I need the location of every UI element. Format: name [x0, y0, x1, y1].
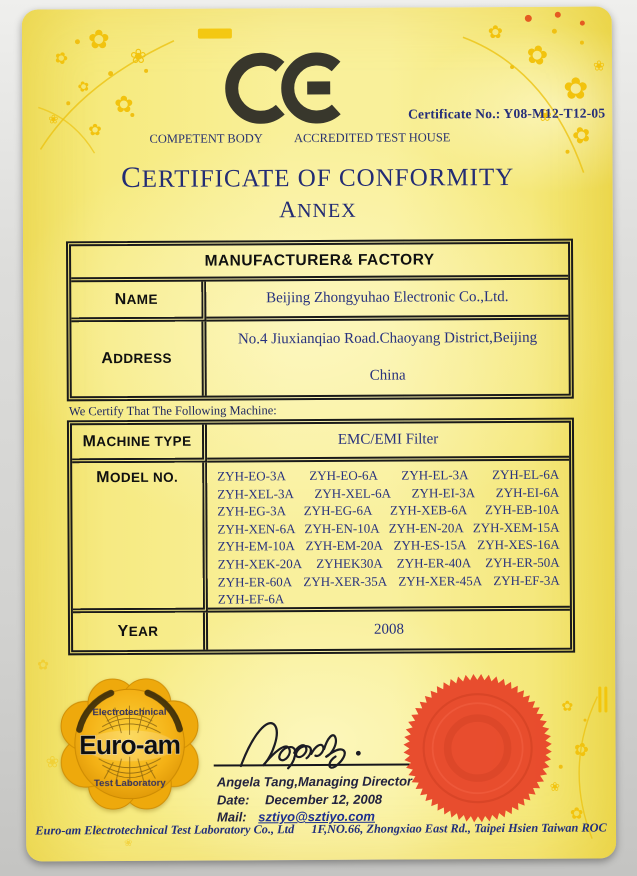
- model-number: ZYH-EG-6A: [303, 502, 373, 519]
- model-number: ZYH-EM-20A: [305, 538, 383, 554]
- model-number: ZYHEK30A: [316, 555, 383, 571]
- gold-bar-decoration: [198, 28, 232, 38]
- manufacturer-address-line1: No.4 Jiuxianqiao Road.Chaoyang District,Beijing: [237, 329, 538, 348]
- model-line: [218, 536, 560, 555]
- euro-am-badge: [56, 671, 203, 818]
- model-number: ZYH-ER-40A: [396, 555, 472, 571]
- badge-top-text: Electrotechnical: [92, 706, 167, 718]
- badge-name: Euro-am: [79, 729, 181, 761]
- certificate-page: [22, 6, 616, 861]
- model-number: ZYH-EN-20A: [388, 520, 464, 536]
- model-number: ZYH-XEM-15A: [472, 519, 560, 535]
- flower-icon: [124, 839, 132, 849]
- signatory-name-title: Angela Tang,Managing Director: [216, 773, 413, 790]
- model-number: ZYH-XEL-6A: [314, 485, 392, 501]
- model-number: ZYH-EG-3A: [217, 503, 287, 519]
- model-number: ZYH-XER-45A: [398, 572, 483, 589]
- model-line: [217, 483, 559, 502]
- model-line: [217, 466, 559, 485]
- model-number: ZYH-EN-10A: [304, 520, 380, 536]
- machine-table: [67, 418, 575, 656]
- red-seal: [402, 673, 553, 824]
- machine-type-value: EMC/EMI Filter: [337, 431, 439, 448]
- footer-company: Euro-am Electrotechnical Test Laboratory Co., Ltd: [35, 822, 295, 838]
- manufacturer-address-line2: China: [369, 367, 406, 384]
- name-label-cell: [71, 282, 206, 323]
- model-number: ZYH-EM-10A: [217, 538, 295, 554]
- name-label: NAME: [114, 290, 158, 308]
- machine-type-label-cell: [72, 425, 207, 464]
- machine-type-label: MACHINE TYPE: [82, 432, 192, 450]
- model-line: [218, 571, 560, 590]
- manufacturer-table: [66, 239, 574, 402]
- gold-bar-decoration: [604, 686, 607, 712]
- flower-icon: [37, 659, 49, 673]
- model-number: ZYH-XEL-3A: [217, 485, 294, 502]
- mail-label: Mail:: [216, 809, 247, 825]
- model-label-cell: [72, 463, 208, 614]
- model-number: ZYH-EF-3A: [493, 572, 560, 588]
- year-label-cell: [73, 613, 208, 651]
- model-number: ZYH-EF-6A: [217, 591, 285, 607]
- address-label: ADDRESS: [101, 350, 172, 368]
- model-line: [217, 519, 559, 538]
- decor-dot: [555, 12, 561, 18]
- year-label: YEAR: [117, 622, 159, 640]
- page-subtitle: ANNEX: [278, 197, 357, 224]
- model-number: ZYH-EI-3A: [411, 484, 476, 501]
- model-number: ZYH-EL-6A: [492, 466, 560, 483]
- model-label: MODEL NO.: [96, 469, 179, 487]
- gold-bar-decoration: [598, 687, 601, 713]
- model-line: [218, 589, 560, 608]
- model-number: ZYH-ER-50A: [485, 554, 560, 571]
- certificate-number-line: [22, 105, 605, 124]
- model-number: ZYH-EL-3A: [401, 467, 469, 483]
- model-number: ZYH-ER-60A: [217, 573, 293, 590]
- date-line: [217, 792, 382, 808]
- machine-type-value-cell: [207, 423, 569, 463]
- accredited-test-house-text: ACCREDITED TEST HOUSE: [293, 130, 451, 146]
- certify-statement: We Certify That The Following Machine:: [68, 403, 277, 419]
- model-number: ZYH-EO-6A: [309, 467, 378, 484]
- mail-address: sztiyo@sztiyo.com: [258, 808, 375, 825]
- model-number: ZYH-XEK-20A: [217, 556, 303, 572]
- year-value: 2008: [373, 621, 405, 638]
- competent-body-text: COMPETENT BODY: [149, 131, 263, 146]
- decor-dot: [525, 15, 532, 22]
- model-number: ZYH-XES-16A: [477, 537, 560, 553]
- model-number: ZYH-EI-6A: [495, 484, 560, 500]
- manufacturer-name: Beijing Zhongyuhao Electronic Co.,Ltd.: [266, 289, 509, 307]
- certificate-number-value: Y08-M12-T12-05: [503, 105, 606, 122]
- manufacturer-table-header: MANUFACTURER& FACTORY: [71, 244, 568, 283]
- badge-bottom-text: Test Laboratory: [93, 777, 166, 790]
- signature: [232, 706, 385, 779]
- model-line: [218, 554, 560, 573]
- seal-serrated-edge: [403, 674, 552, 823]
- name-value-cell: [206, 280, 568, 322]
- model-number: ZYH-XER-35A: [303, 573, 388, 589]
- page-title: CERTIFICATE OF CONFORMITY: [120, 161, 515, 195]
- model-number: ZYH-EB-10A: [484, 501, 560, 518]
- address-value-cell: [206, 320, 568, 396]
- date-value: December 12, 2008: [265, 791, 383, 808]
- footer-company-address: [26, 820, 616, 838]
- model-list-cell: [207, 461, 570, 613]
- accreditation-line: [22, 130, 577, 148]
- model-number: ZYH-EO-3A: [217, 468, 286, 484]
- model-number: ZYH-XEN-6A: [217, 520, 296, 537]
- year-value-cell: [208, 611, 570, 650]
- date-label: Date:: [216, 792, 250, 808]
- model-number: ZYH-ES-15A: [393, 537, 467, 553]
- footer-address: 1F,NO.66, Zhongxiao East Rd., Taipei Hsien Taiwan ROC: [311, 820, 607, 837]
- certificate-number-label: Certificate No.:: [408, 106, 501, 122]
- model-number: ZYH-XEB-6A: [389, 502, 468, 518]
- model-line: [217, 501, 559, 520]
- address-label-cell: [71, 322, 206, 397]
